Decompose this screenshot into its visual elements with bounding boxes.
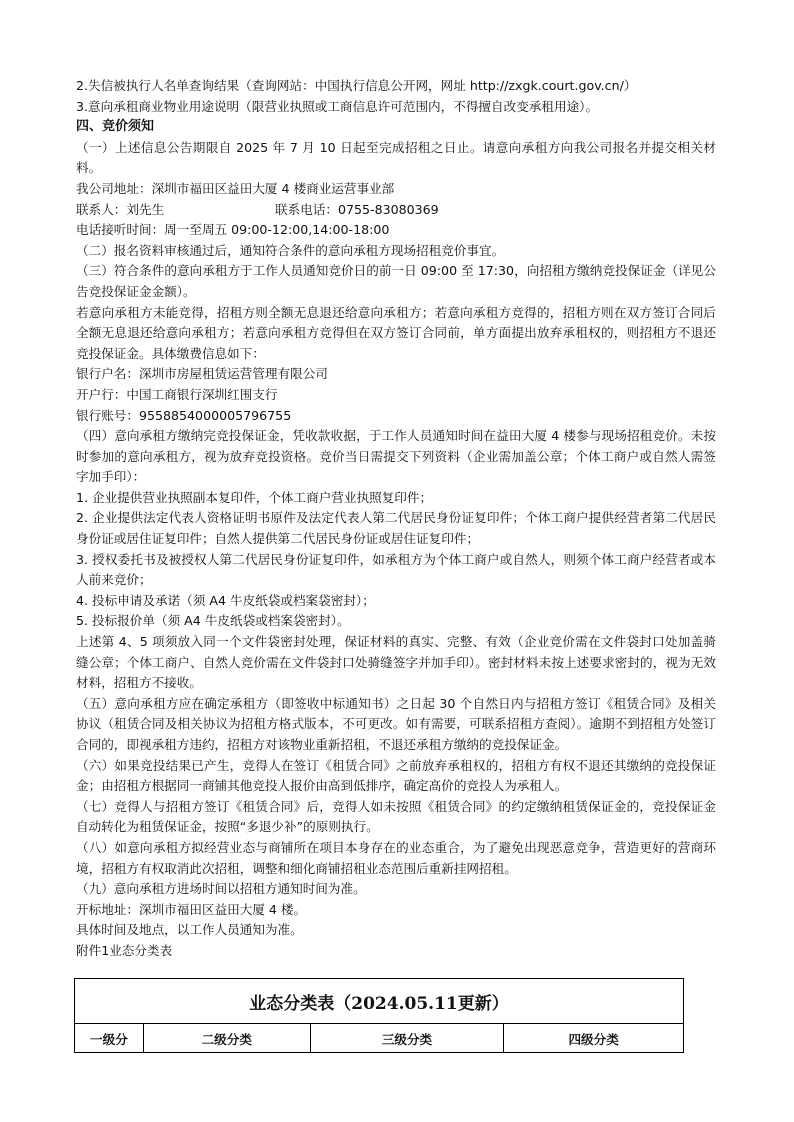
material-item-3: 3. 授权委托书及被授权人第二代居民身份证复印件，如承租方为个体工商户或自然人，则须个体工商户经营者或本人前来竞价； xyxy=(76,551,716,588)
header-level-3: 三级分类 xyxy=(310,1024,504,1053)
paragraph-2: （二）报名资料审核通过后，通知符合条件的意向承租方现场招租竞价事宜。 xyxy=(76,242,505,258)
material-item-5: 5. 投标报价单（须 A4 牛皮纸袋或档案袋密封）。 xyxy=(76,613,350,629)
sealing-paragraph: 上述第 4、5 项须放入同一个文件袋密封处理，保证材料的真实、完整、有效（企业竞价需在文件袋封口处加盖骑缝公章；个体工商户、自然人竞价需在文件袋封口处骑缝签字并加手印）。密封材料未按上述要求密封的，视为无效材料，招租方不接收。 xyxy=(76,634,716,691)
paragraph-9: （九）意向承租方进场时间以招租方通知时间为准。 xyxy=(76,881,366,897)
header-level-4: 四级分类 xyxy=(504,1024,684,1053)
document-body xyxy=(76,76,716,962)
contact-phone: 联系电话：0755-83080369 xyxy=(275,201,439,217)
attachment-label: 附件1业态分类表 xyxy=(76,942,173,958)
contact-row xyxy=(76,200,716,221)
paragraph-3b: 若意向承租方未能竞得，招租方则全额无息退还给意向承租方；若意向承租方竞得的，招租方则在双方签订合同后全额无息退还给意向承租方；若意向承租方竞得但在双方签订合同前，单方面提出放弃承租权的，则招租方不退还竞投保证金。具体缴费信息如下： xyxy=(76,304,716,361)
material-item-4: 4. 投标申请及承诺（须 A4 牛皮纸袋或档案袋密封）； xyxy=(76,592,375,608)
paragraph-8: （八）如意向承租方拟经营业态与商铺所在项目本身存在的业态重合，为了避免出现恶意竞争，营造更好的营商环境，招租方有权取消此次招租，调整和细化商铺招租业态范围后重新挂网招租。 xyxy=(76,839,716,876)
section-heading: 四、竞价须知 xyxy=(76,119,155,135)
table-title: 业态分类表（2024.05.11更新） xyxy=(75,979,684,1024)
paragraph-4: （四）意向承租方缴纳完竞投保证金，凭收款收据，于工作人员通知时间在益田大厦 4 楼参与现场招租竞价。未按时参加的意向承租方，视为放弃竞投资格。竞价当日需提交下列资料（企业需加盖公章；个体工商户或自然人需签字加手印）： xyxy=(76,428,716,485)
company-address: 我公司地址：深圳市福田区益田大厦 4 楼商业运营事业部 xyxy=(76,180,395,196)
bank-account-number: 银行账号：9558854000005796755 xyxy=(76,407,292,423)
contact-person: 联系人：刘先生 xyxy=(76,201,165,217)
opening-address: 开标地址：深圳市福田区益田大厦 4 楼。 xyxy=(76,901,307,917)
header-level-2: 二级分类 xyxy=(143,1024,310,1053)
credit-check-line: 2.失信被执行人名单查询结果（查询网站：中国执行信息公开网，网址 http://zxgk.court.gov.cn/） xyxy=(76,78,637,93)
service-hours: 电话接听时间：周一至周五 09:00-12:00,14:00-18:00 xyxy=(76,222,390,238)
usage-note-line: 3.意向承租商业物业用途说明（限营业执照或工商信息许可范围内，不得擅自改变承租用途）。 xyxy=(76,98,599,114)
paragraph-7: （七）竞得人与招租方签订《租赁合同》后，竞得人如未按照《租赁合同》的约定缴纳租赁保证金的，竞投保证金自动转化为租赁保证金，按照“多退少补”的原则执行。 xyxy=(76,798,716,835)
bank-branch: 开户行：中国工商银行深圳红围支行 xyxy=(76,386,278,402)
paragraph-6: （六）如果竞投结果已产生，竞得人在签订《租赁合同》之前放弃承租权的，招租方有权不退还其缴纳的竞投保证金；由招租方根据同一商铺其他竞投人报价由高到低排序，确定高价的竞投人为承租人。 xyxy=(76,757,716,794)
table-header-row xyxy=(75,1024,684,1053)
business-category-table xyxy=(74,978,684,1053)
material-item-1: 1. 企业提供营业执照副本复印件，个体工商户营业执照复印件； xyxy=(76,489,433,505)
time-place-note: 具体时间及地点，以工作人员通知为准。 xyxy=(76,922,303,938)
material-item-2: 2. 企业提供法定代表人资格证明书原件及法定代表人第二代居民身份证复印件；个体工商户提供经营者第二代居民身份证或居住证复印件；自然人提供第二代居民身份证或居住证复印件； xyxy=(76,510,716,547)
bank-account-name: 银行户名：深圳市房屋租赁运营管理有限公司 xyxy=(76,366,328,382)
paragraph-3: （三）符合条件的意向承租方于工作人员通知竞价日的前一日 09:00 至 17:30，向招租方缴纳竞投保证金（详见公告竞投保证金金额）。 xyxy=(76,263,716,299)
paragraph-5: （五）意向承租方应在确定承租方（即签收中标通知书）之日起 30 个自然日内与招租方签订《租赁合同》及相关协议（租赁合同及相关协议为招租方格式版本，不可更改。如有需要，可联系招租方查阅）。逾期不到招租方处签订合同的，即视承租方违约，招租方对该物业重新招租，不退还承租方缴纳的竞投保证金。 xyxy=(76,695,716,752)
paragraph-1: （一）上述信息公告期限自 2025 年 7 月 10 日起至完成招租之日止。请意向承租方向我公司报名并提交相关材料。 xyxy=(76,139,716,176)
header-level-1: 一级分 xyxy=(75,1024,144,1053)
